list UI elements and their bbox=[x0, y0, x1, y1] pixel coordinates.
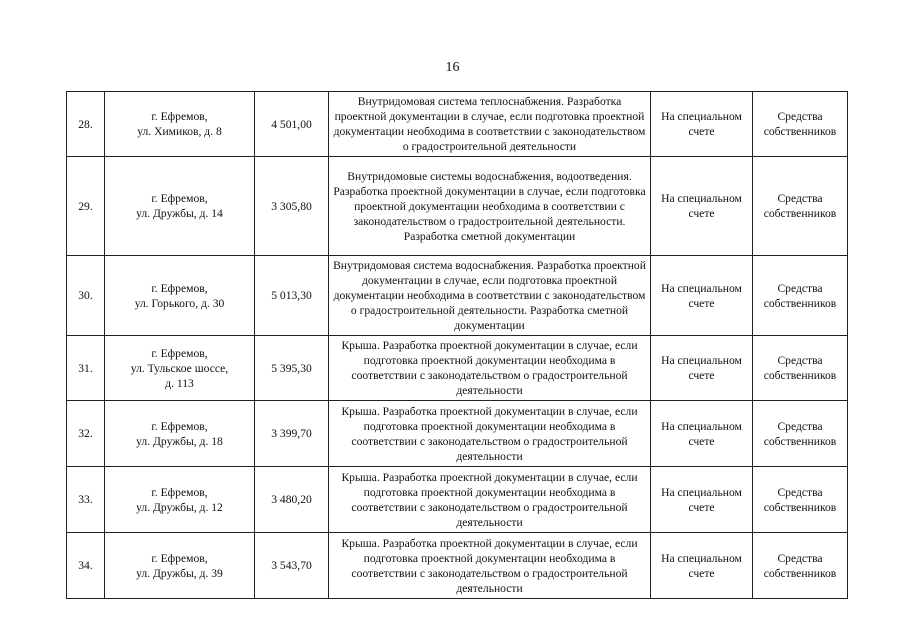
account-cell: На специальном счете bbox=[651, 467, 753, 533]
table-row bbox=[67, 256, 848, 336]
address-line: ул. Горького, д. 30 bbox=[134, 296, 225, 310]
row-number: 32. bbox=[67, 401, 105, 467]
row-number: 28. bbox=[67, 92, 105, 157]
work-description-cell: Внутридомовые системы водоснабжения, водоотведения. Разработка проектной документации в случае, если подготовка проектной документации необходима в соответствии с законодательством о градостроительной деятельности. Разработка сметной документации bbox=[329, 157, 651, 256]
address-line: г. Ефремов, bbox=[151, 419, 208, 433]
account-cell: На специальном счете bbox=[651, 336, 753, 401]
row-number: 33. bbox=[67, 467, 105, 533]
address-line: ул. Тульское шоссе, bbox=[130, 361, 229, 375]
account-cell: На специальном счете bbox=[651, 157, 753, 256]
work-description-cell: Крыша. Разработка проектной документации в случае, если подготовка проектной документации необходима в соответствии с законодательством о градостроительной деятельности bbox=[329, 401, 651, 467]
funding-cell: Средства собственников bbox=[753, 92, 848, 157]
work-description-cell: Крыша. Разработка проектной документации в случае, если подготовка проектной документации необходима в соответствии с законодательством о градостроительной деятельности bbox=[329, 467, 651, 533]
funding-cell: Средства собственников bbox=[753, 336, 848, 401]
address-line: г. Ефремов, bbox=[151, 281, 208, 295]
area-cell: 3 305,80 bbox=[255, 157, 329, 256]
registry-table bbox=[66, 91, 848, 599]
account-cell: На специальном счете bbox=[651, 92, 753, 157]
row-number: 34. bbox=[67, 533, 105, 599]
address-line: г. Ефремов, bbox=[151, 192, 208, 205]
row-number: 29. bbox=[67, 157, 105, 256]
address-cell bbox=[105, 336, 255, 401]
address-cell bbox=[105, 533, 255, 599]
funding-cell: Средства собственников bbox=[753, 533, 848, 599]
work-description-cell: Внутридомовая система водоснабжения. Разработка проектной документации в случае, если подготовка проектной документации необходима в соответствии с законодательством о градостроительной деятельности. Разработка сметной документации bbox=[329, 256, 651, 336]
account-cell: На специальном счете bbox=[651, 256, 753, 336]
address-line: ул. Дружбы, д. 39 bbox=[136, 566, 223, 580]
work-description-cell: Крыша. Разработка проектной документации в случае, если подготовка проектной документации необходима в соответствии с законодательством о градостроительной деятельности bbox=[329, 336, 651, 401]
work-description-cell: Внутридомовая система теплоснабжения. Разработка проектной документации в случае, если подготовка проектной документации необходима в соответствии с законодательством о градостроительной деятельности bbox=[329, 92, 651, 157]
table-row bbox=[67, 157, 848, 256]
table-row bbox=[67, 401, 848, 467]
area-cell: 5 395,30 bbox=[255, 336, 329, 401]
table-row bbox=[67, 467, 848, 533]
address-cell bbox=[105, 157, 255, 256]
address-cell bbox=[105, 401, 255, 467]
address-line: г. Ефремов, bbox=[151, 485, 208, 499]
address-cell bbox=[105, 467, 255, 533]
address-line: д. 113 bbox=[165, 376, 194, 390]
funding-cell: Средства собственников bbox=[753, 157, 848, 256]
area-cell: 5 013,30 bbox=[255, 256, 329, 336]
funding-cell: Средства собственников bbox=[753, 467, 848, 533]
table-row bbox=[67, 92, 848, 157]
row-number: 30. bbox=[67, 256, 105, 336]
address-cell bbox=[105, 92, 255, 157]
address-line: г. Ефремов, bbox=[151, 110, 208, 123]
funding-cell: Средства собственников bbox=[753, 256, 848, 336]
address-line: ул. Дружбы, д. 14 bbox=[136, 207, 223, 220]
account-cell: На специальном счете bbox=[651, 533, 753, 599]
table-row bbox=[67, 533, 848, 599]
funding-cell: Средства собственников bbox=[753, 401, 848, 467]
area-cell: 3 399,70 bbox=[255, 401, 329, 467]
area-cell: 3 480,20 bbox=[255, 467, 329, 533]
account-cell: На специальном счете bbox=[651, 401, 753, 467]
address-line: ул. Дружбы, д. 12 bbox=[136, 500, 223, 514]
page-number: 16 bbox=[445, 60, 460, 75]
area-cell: 4 501,00 bbox=[255, 92, 329, 157]
address-line: г. Ефремов, bbox=[151, 551, 208, 565]
address-cell bbox=[105, 256, 255, 336]
work-description-cell: Крыша. Разработка проектной документации в случае, если подготовка проектной документации необходима в соответствии с законодательством о градостроительной деятельности bbox=[329, 533, 651, 599]
address-line: г. Ефремов, bbox=[151, 346, 208, 360]
address-line: ул. Дружбы, д. 18 bbox=[136, 434, 223, 448]
table-row bbox=[67, 336, 848, 401]
area-cell: 3 543,70 bbox=[255, 533, 329, 599]
row-number: 31. bbox=[67, 336, 105, 401]
address-line: ул. Химиков, д. 8 bbox=[137, 125, 222, 138]
